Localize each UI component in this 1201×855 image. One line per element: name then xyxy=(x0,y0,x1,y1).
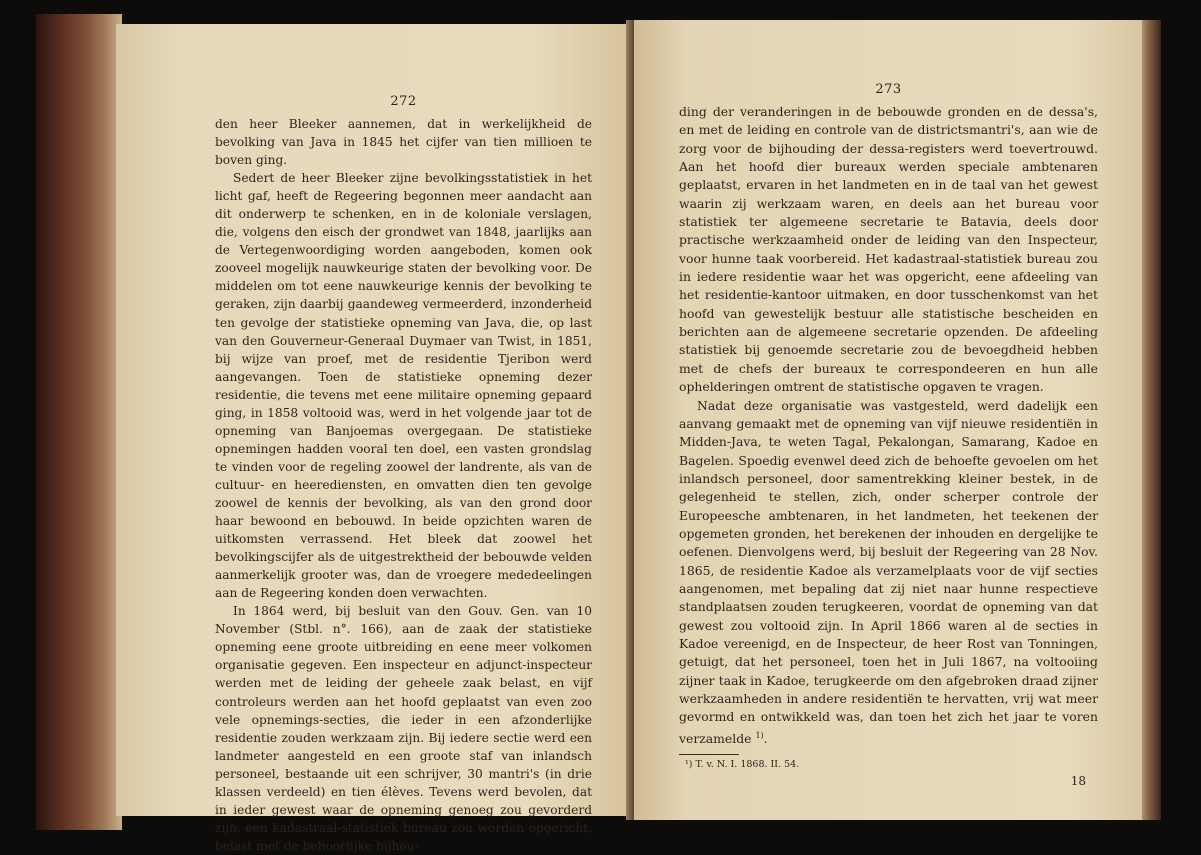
right-page-text xyxy=(679,103,1098,748)
paragraph: ding der veranderingen in de bebouwde gronden en de dessa's, en met de leiding en controle van de districtsmantri's, aan wie de zorg voor de bijhouding der dessa-registers werd toevertrouwd. Aan het hoofd dier bureaux werden speciale ambtenaren geplaatst, ervaren in het landmeten en in de taal van het gewest waarin zij werkzaam waren, en deels aan het bureau voor statistiek ter algemeene secretarie te Batavia, deels door practische werkzaamheid onder de leiding van den Inspecteur, voor hunne taak voorbereid. Het kadastraal-statistiek bureau zou in iedere residentie waar het was opgericht, eene afdeeling van het residentie-kantoor uitmaken, en door tusschenkomst van het hoofd van gewestelijk bestuur alle statistische bescheiden en berichten aan de algemeene secretarie opzenden. De afdeeling statistiek bij genoemde secretarie zou de bevoegdheid hebben met de chefs der bureaux te correspondeeren en hun alle ophelderingen omtrent de statistische opgaven te vragen. xyxy=(679,104,1098,395)
page-number-right: 273 xyxy=(875,82,902,97)
paragraph: Sedert de heer Bleeker zijne bevolkingsstatistiek in het licht gaf, heeft de Regeering begonnen meer aandacht aan dit onderwerp te schenken, en in de koloniale verslagen, die, volgens den eisch der grondwet van 1848, jaarlijks aan de Vertegenwoordiging worden aangeboden, komen ook zooveel mogelijk nauwkeurige staten der bevolking voor. De middelen om tot eene nauwkeurige kennis der bevolking te geraken, zijn daarbij gaandeweg vermeerderd, inzonderheid ten gevolge der statistieke opneming van Java, die, op last van den Gouverneur-Generaal Duymaer van Twist, in 1851, bij wijze van proef, met de residentie Tjeribon werd aangevangen. Toen de statistieke opneming dezer residentie, die tevens met eene militaire opneming gepaard ging, in 1858 voltooid was, werd in het volgende jaar tot de opneming van Banjoemas overgegaan. De statistieke opnemingen hadden vooral ten doel, een vasten grondslag te vinden voor de regeling zoowel der landrente, als van de cultuur- en heerediensten, en omvatten dien ten gevolge zoowel de kennis der bevolking, als van den grond door haar bewoond en bebouwd. In beide opzichten waren de uitkomsten verrassend. Het bleek dat zoowel het bevolkingscijfer als de uitgestrektheid der bebouwde velden aanmerkelijk grooter was, dan de vroegere mededeelingen aan de Regeering konden doen verwachten. xyxy=(215,171,592,601)
paragraph: In 1864 werd, bij besluit van den Gouv. Gen. van 10 November (Stbl. n°. 166), aan de zaak der statistieke opneming eene groote uitbreiding en eene meer volkomen organisatie gegeven. Een inspecteur en adjunct-inspecteur werden met de leiding der geheele zaak belast, en vijf controleurs werden aan het hoofd geplaatst van even zoo vele opnemings-secties, die ieder in een afzonderlijke residentie zouden werkzaam zijn. Bij iedere sectie werd een landmeter aangesteld en een groote staf van inlandsch personeel, bestaande uit een schrijver, 30 mantri's (in drie klassen verdeeld) en tien élèves. Tevens werd bevolen, dat in ieder gewest waar de opneming genoeg zou gevorderd zijn, een kadastraal-statistiek bureau zou worden opgericht, belast met de behoorlijke bijhou- xyxy=(215,604,592,853)
footnote-divider xyxy=(679,754,739,755)
footnote-marker: 1) xyxy=(755,730,764,740)
right-page xyxy=(634,20,1142,820)
footnote: ¹) T. v. N. I. 1868. II. 54. xyxy=(685,759,800,771)
signature-mark: 18 xyxy=(1070,774,1086,788)
paragraph: den heer Bleeker aannemen, dat in werkelijkheid de bevolking van Java in 1845 het cijfer van tien millioen te boven ging. xyxy=(215,117,592,168)
page-number-left: 272 xyxy=(390,94,417,109)
paragraph: Nadat deze organisatie was vastgesteld, werd dadelijk een aanvang gemaakt met de opneming van vijf nieuwe residentiën in Midden-Java, te weten Tagal, Pekalongan, Samarang, Kadoe en Bagelen. Spoedig evenwel deed zich de behoefte gevoelen om het inlandsch personeel, door samentrekking kleiner bestek, in de gelegenheid te stellen, zich, onder scherper controle der Europeesche ambtenaren, in het landmeten, het teekenen der opgemeten gronden, het berekenen der inhouden en dergelijke te oefenen. Dienvolgens werd, bij besluit der Regeering van 28 Nov. 1865, de residentie Kadoe als verzamelplaats voor de vijf secties aangenomen, met bepaling dat zij niet naar hunne respectieve standplaatsen zouden terugkeeren, voordat de opneming van dat gewest zou voltooid zijn. In April 1866 waren al de secties in Kadoe vereenigd, en de Inspecteur, de heer Rost van Tonningen, getuigt, dat het personeel, toen het in Juli 1867, na voltooiing zijner taak in Kadoe, terugkeerde om den afgebroken draad zijner werkzaamheden in andere residentiën te hervatten, vrij wat meer gevormd en ontwikkeld was, dan toen het zich het jaar te voren verzamelde $^{1)}$. xyxy=(679,397,1098,746)
paragraph-text: Nadat deze organisatie was vastgesteld, werd dadelijk een aanvang gemaakt met de opneming van vijf nieuwe residentiën in Midden-Java, te weten Tagal, Pekalongan, Samarang, Kadoe en Bagelen. Spoedig evenwel deed zich de behoefte gevoelen om het inlandsch personeel, door samentrekking kleiner bestek, in de gelegenheid te stellen, zich, onder scherper controle der Europeesche ambtenaren, in het landmeten, het teekenen der opgemeten gronden, het berekenen der inhouden en dergelijke te oefenen. Dienvolgens werd, bij besluit der Regeering van 28 Nov. 1865, de residentie Kadoe als verzamelplaats voor de vijf secties aangenomen, met bepaling dat zij niet naar hunne respectieve standplaatsen zouden terugkeeren, voordat de opneming van dat gewest zou voltooid zijn. In April 1866 waren al de secties in Kadoe vereenigd, en de Inspecteur, de heer Rost van Tonningen, getuigt, dat het personeel, toen het in Juli 1867, na voltooiing zijner taak in Kadoe, terugkeerde om den afgebroken draad zijner werkzaamheden in andere residentiën te hervatten, vrij wat meer gevormd en ontwikkeld was, dan toen het zich het jaar te voren verzamelde xyxy=(679,397,1098,746)
book-spine-edge xyxy=(36,14,122,830)
left-page-text xyxy=(215,115,592,855)
left-page xyxy=(116,24,632,853)
